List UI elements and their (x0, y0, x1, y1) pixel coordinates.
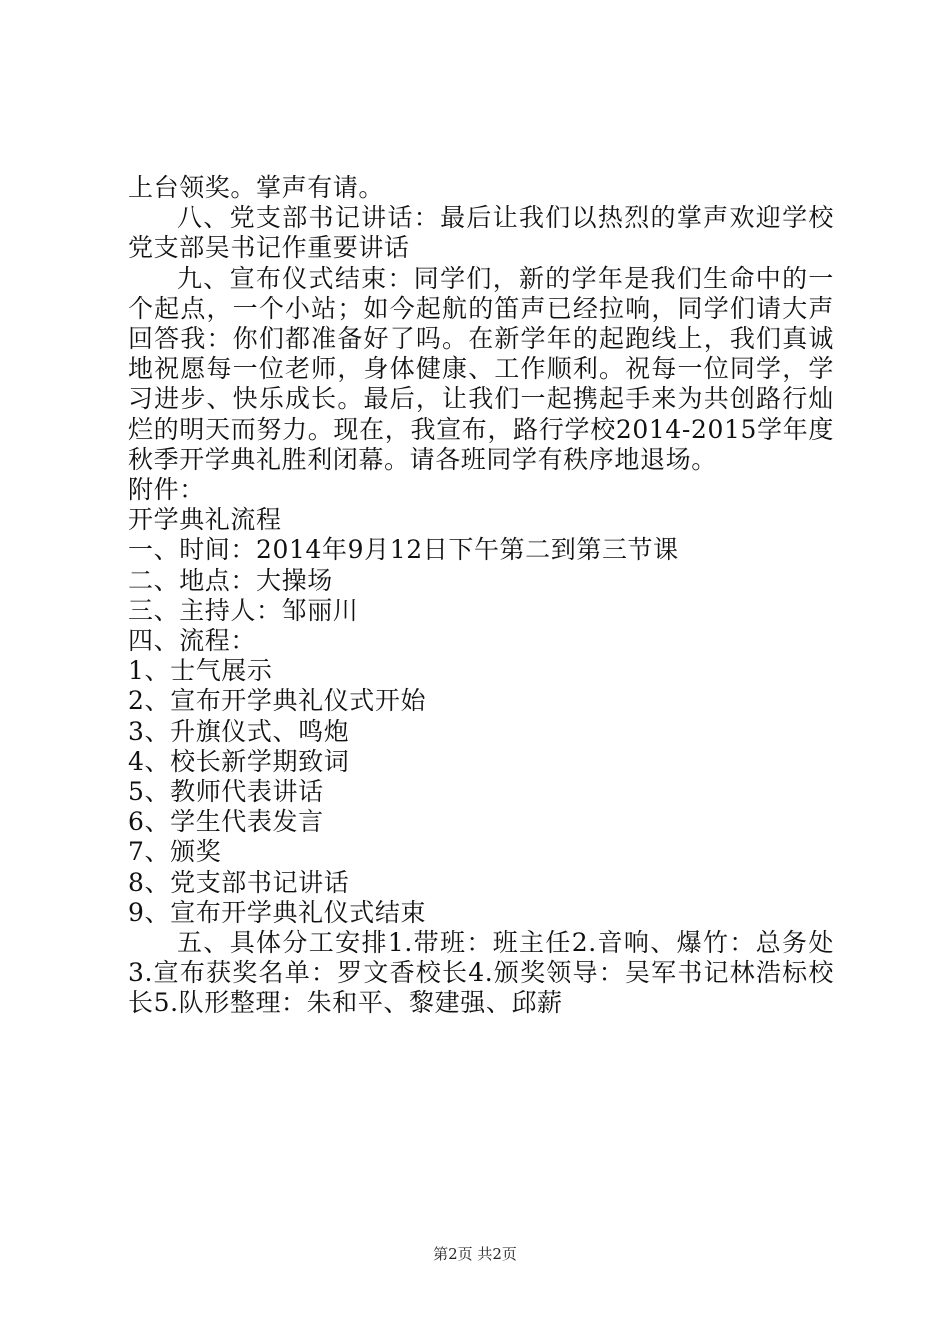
place-line: 二、地点：大操场 (128, 565, 333, 595)
paragraph-award-continuation: 上台领奖。掌声有请。 (128, 173, 385, 202)
attachment-label: 附件： (128, 475, 205, 505)
process-step: 3、升旗仪式、鸣炮 (128, 716, 350, 746)
process-step: 6、学生代表发言 (128, 807, 324, 837)
process-step: 7、颁奖 (128, 837, 222, 867)
process-step: 5、教师代表讲话 (128, 777, 324, 807)
time-line: 一、时间：2014年9月12日下午第二到第三节课 (128, 535, 679, 565)
page-number-footer: 第2页 共2页 (433, 1245, 517, 1263)
process-heading: 四、流程： (128, 626, 257, 656)
paragraph-closing-ceremony: 九、宣布仪式结束：同学们，新的学年是我们生命中的一个起点，一个小站；如今起航的笛声已经拉响，同学们请大声回答我：你们都准备好了吗。在新学年的起跑线上，我们真诚地祝愿每一位老师，身体健康、工作顺利。祝每一位同学，学习进步、快乐成长。最后，让我们一起携起手来为共创路行灿烂的明天而努力。现在，我宣布，路行学校2014-2015学年度秋季开学典礼胜利闭幕。请各班同学有秩序地退场。 (128, 263, 834, 474)
process-step: 8、党支部书记讲话 (128, 867, 350, 897)
process-step: 2、宣布开学典礼仪式开始 (128, 686, 427, 716)
paragraph-division-of-work: 五、具体分工安排1.带班：班主任2.音响、爆竹：总务处3.宣布获奖名单：罗文香校长4.颁奖领导：吴军书记林浩标校长5.队形整理：朱和平、黎建强、邱薪 (128, 928, 834, 1018)
process-step: 4、校长新学期致词 (128, 746, 350, 776)
paragraph-secretary-speech: 八、党支部书记讲话：最后让我们以热烈的掌声欢迎学校党支部吴书记作重要讲话 (128, 203, 834, 263)
document-body (128, 173, 834, 1019)
host-line: 三、主持人：邹丽川 (128, 595, 359, 625)
process-step: 9、宣布开学典礼仪式结束 (128, 897, 427, 927)
flow-title: 开学典礼流程 (128, 505, 282, 535)
process-step: 1、士气展示 (128, 656, 273, 686)
